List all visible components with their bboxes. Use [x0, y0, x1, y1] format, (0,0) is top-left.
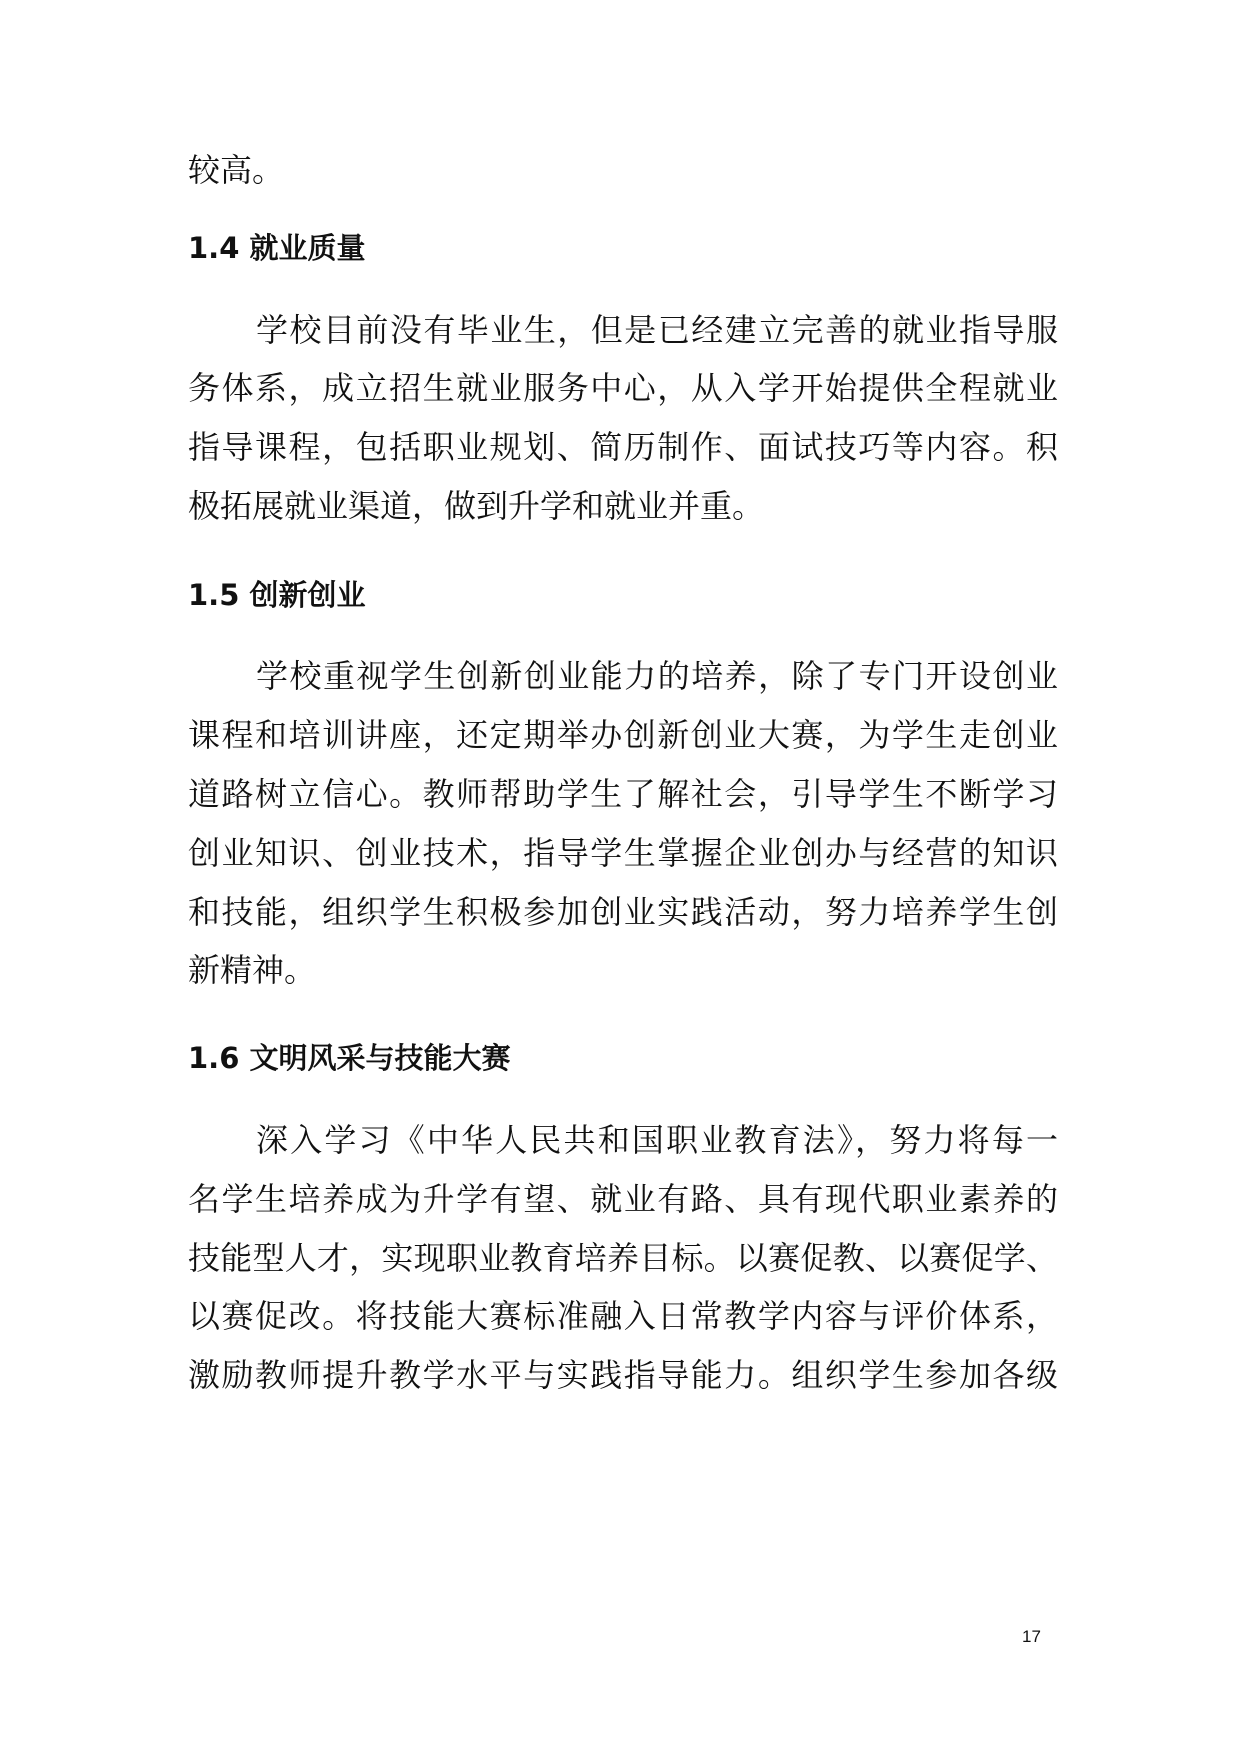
paragraph-line: 务体系，成立招生就业服务中心，从入学开始提供全程就业: [188, 369, 1058, 407]
section-heading-1-5: 1.5 创新创业: [188, 578, 366, 612]
paragraph-line: 极拓展就业渠道，做到升学和就业并重。: [188, 487, 765, 525]
paragraph-line: 技能型人才，实现职业教育培养目标。以赛促教、以赛促学、: [188, 1239, 1058, 1277]
paragraph-line: 深入学习《中华人民共和国职业教育法》，努力将每一: [256, 1121, 1058, 1159]
paragraph-line: 学校目前没有毕业生，但是已经建立完善的就业指导服: [256, 311, 1058, 349]
paragraph-line: 名学生培养成为升学有望、就业有路、具有现代职业素养的: [188, 1180, 1058, 1218]
paragraph-line: 指导课程，包括职业规划、简历制作、面试技巧等内容。积: [188, 428, 1058, 466]
paragraph-line: 创业知识、创业技术，指导学生掌握企业创办与经营的知识: [188, 834, 1058, 872]
paragraph-line: 学校重视学生创新创业能力的培养，除了专门开设创业: [256, 657, 1058, 695]
section-heading-1-4: 1.4 就业质量: [188, 231, 366, 265]
paragraph-line: 以赛促改。将技能大赛标准融入日常教学内容与评价体系，: [188, 1297, 1058, 1335]
paragraph-line: 激励教师提升教学水平与实践指导能力。组织学生参加各级: [188, 1356, 1058, 1394]
paragraph-line: 和技能，组织学生积极参加创业实践活动，努力培养学生创: [188, 893, 1058, 931]
section-heading-1-6: 1.6 文明风采与技能大赛: [188, 1041, 511, 1075]
paragraph-continuation: 较高。: [188, 151, 285, 189]
page-number: 17: [1022, 1627, 1041, 1646]
paragraph-line: 课程和培训讲座，还定期举办创新创业大赛，为学生走创业: [188, 716, 1058, 754]
paragraph-line: 道路树立信心。教师帮助学生了解社会，引导学生不断学习: [188, 775, 1058, 813]
paragraph-line: 新精神。: [188, 951, 317, 989]
